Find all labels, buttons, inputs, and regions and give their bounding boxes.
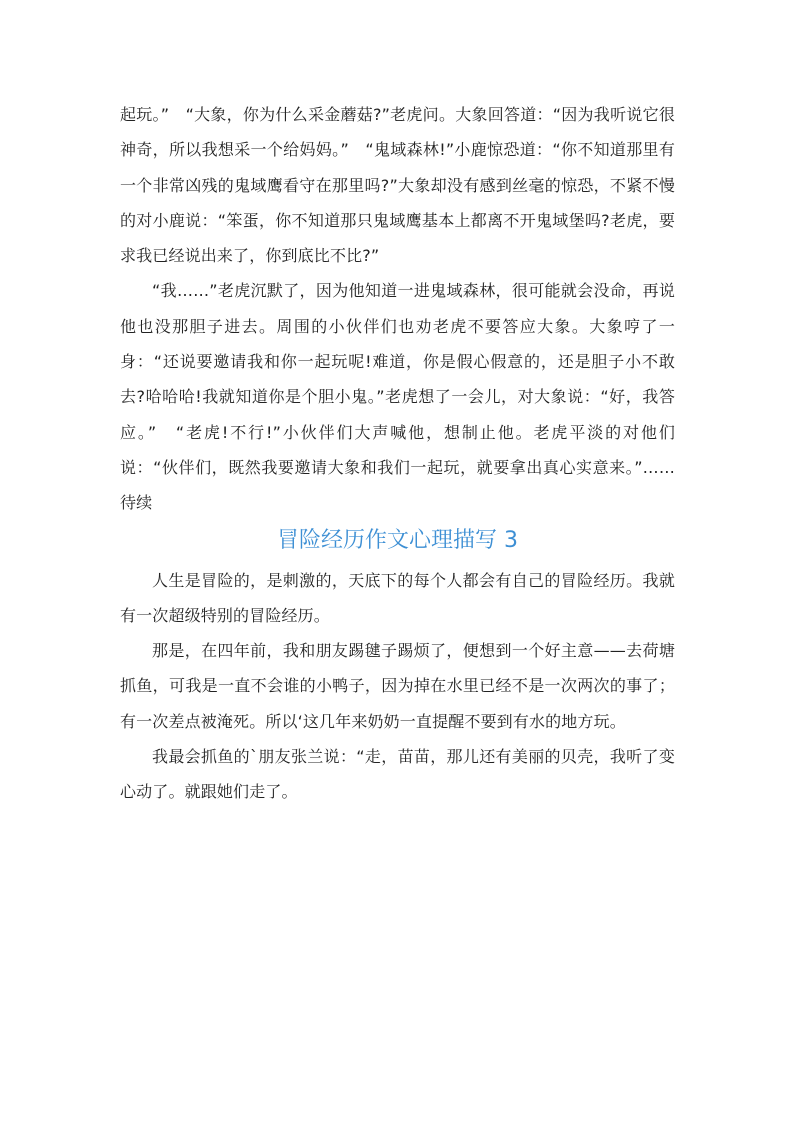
continuation-paragraph: 起玩。” “大象，你为什么采金蘑菇?”老虎问。大象回答道：“因为我听说它很神奇，所以我想采一个给妈妈。” “鬼域森林!”小鹿惊恐道：“你不知道那里有一个非常凶残的鬼域鹰看守在那里吗?”大象却没有感到丝毫的惊恐，不紧不慢的对小鹿说：“笨蛋，你不知道那只鬼域鹰基本上都离不开鬼域堡吗?老虎，要求我已经说出来了，你到底比不比?” (120, 105, 675, 266)
section-title: 冒险经历作文心理描写 3 (277, 527, 518, 553)
story-paragraph-tiger-silent: “我……”老虎沉默了，因为他知道一进鬼域森林，很可能就会没命，再说他也没那胆子进去。周围的小伙伴们也劝老虎不要答应大象。大象哼了一身：“还说要邀请我和你一起玩呢!难道，你是假心假意的，还是胆子小不敢去?哈哈哈!我就知道你是个胆小鬼。”老虎想了一会儿，对大象说：“好，我答应。” “老虎!不行!”小伙伴们大声喊他，想制止他。老虎平淡的对他们说：“伙伴们，既然我要邀请大象和我们一起玩，就要拿出真心实意来。”……待续 (120, 281, 675, 513)
essay-paragraph-zhang-lan: 我最会抓鱼的`朋友张兰说：“走，苗苗，那儿还有美丽的贝壳，我听了变心动了。就跟她们走了。 (120, 747, 675, 802)
essay-paragraph-four-years-ago: 那是，在四年前，我和朋友踢毽子踢烦了，便想到一个好主意——去荷塘抓鱼，可我是一直不会谁的小鸭子，因为掉在水里已经不是一次两次的事了；有一次差点被淹死。所以‘这几年来奶奶一直提醒不要到有水的地方玩。 (120, 641, 675, 731)
document-body (120, 97, 675, 810)
essay-paragraph-intro: 人生是冒险的，是刺激的，天底下的每个人都会有自己的冒险经历。我就有一次超级特别的冒险经历。 (120, 570, 675, 625)
